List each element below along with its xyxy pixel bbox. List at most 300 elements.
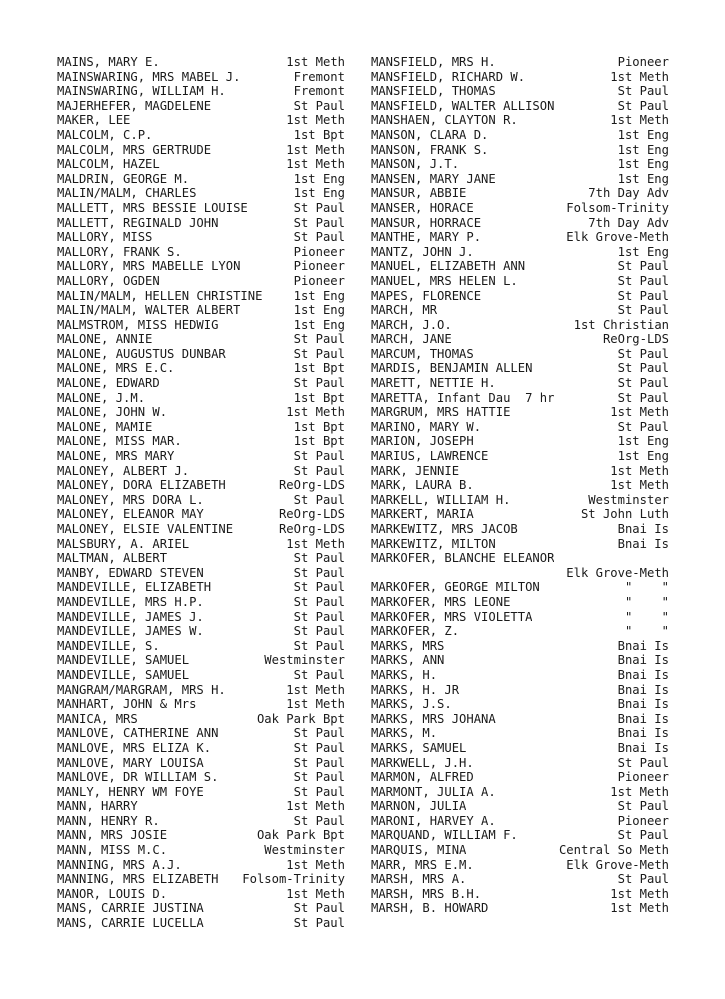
entry-name: MANN, HENRY R. (57, 813, 160, 828)
directory-entry (371, 420, 669, 435)
directory-entry (57, 901, 345, 916)
entry-church: St Paul (293, 376, 345, 391)
left-column (57, 55, 345, 931)
entry-name: MANLOVE, MARY LOUISA (57, 755, 204, 770)
entry-church: St Paul (617, 872, 669, 887)
entry-church: St Paul (617, 755, 669, 770)
directory-entry (371, 376, 669, 391)
directory-entry (371, 303, 669, 318)
entry-name: MALLETT, REGINALD JOHN (57, 215, 219, 230)
directory-entry (371, 128, 669, 143)
entry-name: MALCOLM, MRS GERTRUDE (57, 142, 212, 157)
directory-entry (57, 566, 345, 581)
directory-entry (57, 143, 345, 158)
directory-entry (57, 887, 345, 902)
entry-church: 1st Meth (610, 478, 669, 493)
directory-entry (57, 289, 345, 304)
directory-entry (57, 493, 345, 508)
entry-name: MANUEL, MRS HELEN L. (371, 273, 518, 288)
entry-name: MANDEVILLE, SAMUEL (57, 653, 190, 668)
directory-entry (371, 785, 669, 800)
entry-church: ReOrg-LDS (602, 332, 669, 347)
entry-name: MARETTA, Infant Dau 7 hr (371, 390, 555, 405)
entry-name: MALSBURY, A. ARIEL (57, 536, 190, 551)
directory-entry (371, 143, 669, 158)
entry-church: St Paul (293, 901, 345, 916)
directory-entry (371, 361, 669, 376)
entry-church: St Paul (293, 594, 345, 609)
entry-name: MANGRAM/MARGRAM, MRS H. (57, 682, 226, 697)
entry-name: MANDEVILLE, S. (57, 638, 160, 653)
entry-church: 1st Meth (610, 901, 669, 916)
entry-church: Folsom-Trinity (566, 200, 669, 215)
entry-name: MANSER, HORACE (371, 200, 474, 215)
entry-church: 1st Eng (617, 142, 669, 157)
entry-church: " " (624, 624, 669, 639)
directory-entry (371, 347, 669, 362)
entry-name: MANDEVILLE, JAMES W. (57, 624, 204, 639)
directory-entry (371, 522, 669, 537)
entry-name: MARKS, H. (371, 667, 438, 682)
entry-church: St Paul (617, 419, 669, 434)
entry-name: MANTZ, JOHN J. (371, 244, 474, 259)
directory-entry (371, 624, 669, 639)
entry-church: St Paul (293, 492, 345, 507)
entry-name: MARIUS, LAWRENCE (371, 449, 489, 464)
entry-name: MALLORY, FRANK S. (57, 244, 182, 259)
directory-entry (57, 70, 345, 85)
entry-church: 1st Meth (610, 463, 669, 478)
directory-entry (57, 303, 345, 318)
entry-name: MARCH, MR (371, 303, 438, 318)
entry-church: St Paul (617, 84, 669, 99)
entry-church: 1st Meth (286, 857, 345, 872)
entry-church: 1st Meth (286, 536, 345, 551)
directory-entry (371, 289, 669, 304)
entry-church: Pioneer (293, 244, 345, 259)
entry-church: St Paul (617, 259, 669, 274)
directory-entry (371, 172, 669, 187)
directory-entry (57, 332, 345, 347)
entry-church: 1st Eng (293, 288, 345, 303)
entry-name: MAINSWARING, WILLIAM H. (57, 84, 226, 99)
entry-name: MANDEVILLE, SAMUEL (57, 667, 190, 682)
entry-church: St Paul (617, 376, 669, 391)
directory-entry (371, 157, 669, 172)
entry-church: St Paul (293, 200, 345, 215)
entry-name: MARK, JENNIE (371, 463, 460, 478)
entry-name: MARKS, MRS (371, 638, 445, 653)
entry-church: Oak Park Bpt (256, 828, 345, 843)
directory-entry (57, 186, 345, 201)
entry-name: MALLETT, MRS BESSIE LOUISE (57, 200, 248, 215)
entry-church: Pioneer (617, 55, 669, 69)
entry-church: Elk Grove-Meth (566, 230, 669, 245)
directory-entry (371, 405, 669, 420)
entry-name: MALONE, EDWARD (57, 376, 160, 391)
entry-name: MANSON, CLARA D. (371, 127, 489, 142)
directory-entry (371, 799, 669, 814)
entry-church: 1st Meth (610, 113, 669, 128)
entry-church: St Paul (293, 638, 345, 653)
entry-church: 1st Meth (286, 682, 345, 697)
entry-church: St Paul (617, 273, 669, 288)
entry-church: St Paul (293, 449, 345, 464)
directory-entry (57, 361, 345, 376)
entry-church: 1st Eng (617, 449, 669, 464)
directory-entry (57, 245, 345, 260)
entry-name: MALONEY, ELSIE VALENTINE (57, 522, 234, 536)
directory-entry (57, 770, 345, 785)
entry-name: MALCOLM, C.P. (57, 127, 153, 142)
entry-church: St Paul (293, 726, 345, 741)
directory-entry (57, 814, 345, 829)
directory-entry (371, 726, 669, 741)
entry-church: Elk Grove-Meth (566, 857, 669, 872)
directory-entry (371, 186, 669, 201)
entry-church: 1st Meth (610, 886, 669, 901)
directory-entry (57, 113, 345, 128)
directory-entry (57, 420, 345, 435)
entry-name: MALONEY, ELEANOR MAY (57, 507, 204, 522)
directory-entry (371, 683, 669, 698)
entry-church: Bnai Is (617, 697, 669, 712)
directory-entry (57, 799, 345, 814)
entry-name: MANN, HARRY (57, 799, 138, 814)
directory-entry (57, 726, 345, 741)
directory-entry (57, 537, 345, 552)
entry-name: MARKS, ANN (371, 653, 445, 668)
entry-church: St Paul (293, 624, 345, 639)
entry-church: St Paul (293, 740, 345, 755)
entry-name: MANICA, MRS (57, 711, 138, 726)
entry-church: 1st Eng (617, 157, 669, 172)
entry-name: MARGRUM, MRS HATTIE (371, 405, 511, 420)
entry-name: MALONEY, ALBERT J. (57, 463, 190, 478)
entry-church: Bnai Is (617, 711, 669, 726)
directory-entry (57, 434, 345, 449)
entry-name: MARKOFER, Z. (371, 624, 460, 639)
entry-name: MARKEWITZ, MRS JACOB (371, 522, 518, 536)
directory-entry (57, 522, 345, 537)
entry-name: MANN, MISS M.C. (57, 843, 168, 858)
entry-church: 1st Meth (286, 157, 345, 172)
directory-entry (371, 274, 669, 289)
entry-church: 1st Meth (610, 69, 669, 84)
entry-church: 1st Eng (293, 171, 345, 186)
entry-name: MARKS, MRS JOHANA (371, 711, 496, 726)
entry-church: Bnai Is (617, 667, 669, 682)
entry-name: MALONE, MRS E.C. (57, 361, 175, 376)
entry-church: St Paul (617, 799, 669, 814)
directory-entry (371, 610, 669, 625)
entry-name: MALLORY, OGDEN (57, 273, 160, 288)
entry-church: Fremont (293, 69, 345, 84)
directory-entry (57, 464, 345, 479)
entry-name: MANSEN, MARY JANE (371, 171, 496, 186)
entry-name: MARSH, MRS A. (371, 872, 467, 887)
entry-name: MARMON, ALFRED (371, 770, 474, 785)
directory-entry (371, 551, 669, 566)
directory-entry (57, 756, 345, 771)
entry-church: St Paul (293, 215, 345, 230)
entry-church: St Paul (293, 551, 345, 566)
entry-name: MANHART, JOHN & Mrs (57, 697, 197, 712)
entry-name: MAINSWARING, MRS MABEL J. (57, 69, 241, 84)
directory-entry (57, 376, 345, 391)
directory-entry (371, 814, 669, 829)
entry-name: MANBY, EDWARD STEVEN (57, 565, 204, 580)
directory-entry (57, 391, 345, 406)
directory-entry (371, 770, 669, 785)
entry-name: MARKOFER, BLANCHE ELEANOR (371, 551, 555, 566)
entry-church: ReOrg-LDS (278, 507, 345, 522)
entry-name: MARKS, M. (371, 726, 438, 741)
entry-name: MARETT, NETTIE H. (371, 376, 496, 391)
directory-entry (371, 201, 669, 216)
entry-church: 1st Meth (286, 142, 345, 157)
entry-church: St Paul (617, 288, 669, 303)
directory-entry (371, 843, 669, 858)
entry-name: MANSHAEN, CLAYTON R. (371, 113, 518, 128)
entry-church (665, 551, 669, 566)
entry-name: MARKS, H. JR (371, 682, 460, 697)
directory-entry (371, 712, 669, 727)
directory-entry (57, 843, 345, 858)
directory-entry (371, 580, 669, 595)
directory-entry (371, 70, 669, 85)
directory-entry (371, 756, 669, 771)
directory-entry (57, 157, 345, 172)
directory-entry (371, 259, 669, 274)
entry-name: MALONEY, DORA ELIZABETH (57, 478, 226, 493)
directory-entry (57, 610, 345, 625)
entry-name: MARK, LAURA B. (371, 478, 474, 493)
directory-entry (371, 887, 669, 902)
entry-name: MALONE, ANNIE (57, 332, 153, 347)
entry-church: Bnai Is (617, 638, 669, 653)
entry-name: MANLOVE, CATHERINE ANN (57, 726, 219, 741)
entry-name: MARKOFER, MRS LEONE (371, 594, 511, 609)
entry-name: MARKWELL, J.H. (371, 755, 474, 770)
directory-entry (57, 712, 345, 727)
entry-name: MARINO, MARY W. (371, 419, 482, 434)
entry-church: St Paul (617, 390, 669, 405)
entry-name: MARMONT, JULIA A. (371, 784, 496, 799)
entry-name: MANLY, HENRY WM FOYE (57, 784, 204, 799)
entry-name: MANS, CARRIE JUSTINA (57, 901, 204, 916)
directory-entry (57, 624, 345, 639)
directory-entry (371, 741, 669, 756)
entry-church: 1st Meth (286, 697, 345, 712)
entry-church: St Paul (617, 828, 669, 843)
entry-name: MALDRIN, GEORGE M. (57, 171, 190, 186)
entry-church: St Paul (293, 755, 345, 770)
entry-church: Bnai Is (617, 536, 669, 551)
entry-church: ReOrg-LDS (278, 478, 345, 493)
directory-entry (57, 697, 345, 712)
entry-church: Westminster (264, 653, 345, 668)
directory-entry (57, 230, 345, 245)
entry-church: 1st Bpt (293, 361, 345, 376)
entry-name: MANSFIELD, MRS H. (371, 55, 496, 69)
entry-name: MANSON, FRANK S. (371, 142, 489, 157)
entry-church: Oak Park Bpt (256, 711, 345, 726)
entry-church: Bnai Is (617, 653, 669, 668)
directory-entry (371, 595, 669, 610)
entry-church: " " (624, 609, 669, 624)
entry-name: MARKOFER, GEORGE MILTON (371, 580, 540, 595)
directory-entry (371, 872, 669, 887)
entry-name: MANNING, MRS A.J. (57, 857, 182, 872)
entry-church: 1st Eng (617, 434, 669, 449)
entry-name: MARKOFER, MRS VIOLETTA (371, 609, 533, 624)
entry-name: MARKEWITZ, MILTON (371, 536, 496, 551)
directory-entry (57, 259, 345, 274)
entry-church: 1st Eng (293, 186, 345, 201)
entry-name: MALTMAN, ALBERT (57, 551, 168, 566)
entry-name: MANSFIELD, WALTER ALLISON (371, 98, 555, 113)
entry-name: MARCH, J.O. (371, 317, 452, 332)
directory-entry (57, 201, 345, 216)
entry-name: MALONE, JOHN W. (57, 405, 168, 420)
entry-church: 1st Meth (286, 113, 345, 128)
entry-church: St Paul (617, 361, 669, 376)
entry-church: 1st Bpt (293, 390, 345, 405)
entry-name: MALIN/MALM, HELLEN CHRISTINE (57, 288, 263, 303)
entry-name: MARION, JOSEPH (371, 434, 474, 449)
directory-entry (57, 639, 345, 654)
entry-church: 1st Bpt (293, 419, 345, 434)
entry-name: MALMSTROM, MISS HEDWIG (57, 317, 219, 332)
entry-name: MANDEVILLE, JAMES J. (57, 609, 204, 624)
entry-church: St John Luth (580, 507, 669, 522)
entry-name: MANSON, J.T. (371, 157, 460, 172)
entry-name: MANLOVE, MRS ELIZA K. (57, 740, 212, 755)
entry-name: MAJERHEFER, MAGDELENE (57, 98, 212, 113)
directory-entry (371, 230, 669, 245)
entry-name: MARNON, JULIA (371, 799, 467, 814)
directory-entry (57, 128, 345, 143)
entry-church: 1st Meth (610, 784, 669, 799)
entry-church: ReOrg-LDS (278, 522, 345, 536)
entry-name: MANDEVILLE, ELIZABETH (57, 580, 212, 595)
directory-entry (57, 916, 345, 931)
entry-name: MANS, CARRIE LUCELLA (57, 916, 204, 931)
directory-entry (57, 318, 345, 333)
directory-entry (371, 245, 669, 260)
entry-church: " " (624, 580, 669, 595)
directory-entry (371, 434, 669, 449)
entry-church: Pioneer (617, 770, 669, 785)
right-column (371, 55, 669, 916)
entry-name: MALIN/MALM, WALTER ALBERT (57, 303, 241, 318)
directory-entry (371, 464, 669, 479)
entry-name: MARKS, J.S. (371, 697, 452, 712)
entry-church: 1st Bpt (293, 127, 345, 142)
directory-entry (371, 318, 669, 333)
directory-entry (371, 668, 669, 683)
directory-entry (371, 84, 669, 99)
directory-entry (371, 639, 669, 654)
entry-name: MANOR, LOUIS D. (57, 886, 168, 901)
directory-entry (57, 668, 345, 683)
entry-church: 1st Meth (286, 55, 345, 69)
entry-church: Elk Grove-Meth (566, 565, 669, 580)
entry-name: MANTHE, MARY P. (371, 230, 482, 245)
directory-entry (371, 99, 669, 114)
entry-name: MARR, MRS E.M. (371, 857, 474, 872)
entry-church: St Paul (617, 346, 669, 361)
entry-church: Pioneer (617, 813, 669, 828)
entry-name: MARDIS, BENJAMIN ALLEN (371, 361, 533, 376)
entry-church: St Paul (617, 303, 669, 318)
entry-church: " " (624, 594, 669, 609)
entry-church: 1st Bpt (293, 434, 345, 449)
entry-name: MANN, MRS JOSIE (57, 828, 168, 843)
entry-name: MANSFIELD, THOMAS (371, 84, 496, 99)
directory-entry (371, 901, 669, 916)
entry-church: St Paul (293, 916, 345, 931)
entry-name: MANSUR, ABBIE (371, 186, 467, 201)
entry-name: MARSH, B. HOWARD (371, 901, 489, 916)
directory-entry (371, 828, 669, 843)
directory-entry (371, 493, 669, 508)
entry-church: St Paul (293, 346, 345, 361)
entry-church: 1st Meth (286, 886, 345, 901)
directory-entry (57, 741, 345, 756)
directory-entry (57, 99, 345, 114)
directory-entry (57, 84, 345, 99)
entry-name: MANSUR, HORRACE (371, 215, 482, 230)
entry-name: MARKS, SAMUEL (371, 740, 467, 755)
entry-name: MARQUIS, MINA (371, 843, 467, 858)
directory-entry (371, 537, 669, 552)
entry-church: Westminster (588, 492, 669, 507)
entry-name: MANDEVILLE, MRS H.P. (57, 594, 204, 609)
entry-church: 1st Eng (293, 303, 345, 318)
entry-church: 1st Meth (610, 405, 669, 420)
entry-church: St Paul (293, 230, 345, 245)
entry-name: MARSH, MRS B.H. (371, 886, 482, 901)
entry-name: MARKERT, MARIA (371, 507, 474, 522)
entry-church: St Paul (293, 580, 345, 595)
directory-entry (371, 653, 669, 668)
directory-entry (57, 172, 345, 187)
directory-entry (371, 449, 669, 464)
directory-entry (371, 216, 669, 231)
directory-entry (371, 478, 669, 493)
directory-entry (57, 274, 345, 289)
entry-name: MAPES, FLORENCE (371, 288, 482, 303)
entry-name: MALONE, J.M. (57, 390, 146, 405)
directory-entry (57, 683, 345, 698)
entry-church: 1st Meth (286, 799, 345, 814)
entry-church: St Paul (617, 98, 669, 113)
directory-entry (371, 566, 669, 581)
entry-church: 1st Eng (617, 244, 669, 259)
entry-name: MALONEY, MRS DORA L. (57, 492, 204, 507)
entry-name: MARQUAND, WILLIAM F. (371, 828, 518, 843)
entry-church: Pioneer (293, 259, 345, 274)
directory-entry (57, 872, 345, 887)
directory-entry (57, 216, 345, 231)
entry-name: MALONE, MRS MARY (57, 449, 175, 464)
entry-church: 1st Eng (293, 317, 345, 332)
directory-entry (57, 551, 345, 566)
directory-entry (371, 55, 669, 70)
entry-name: MARONI, HARVEY A. (371, 813, 496, 828)
